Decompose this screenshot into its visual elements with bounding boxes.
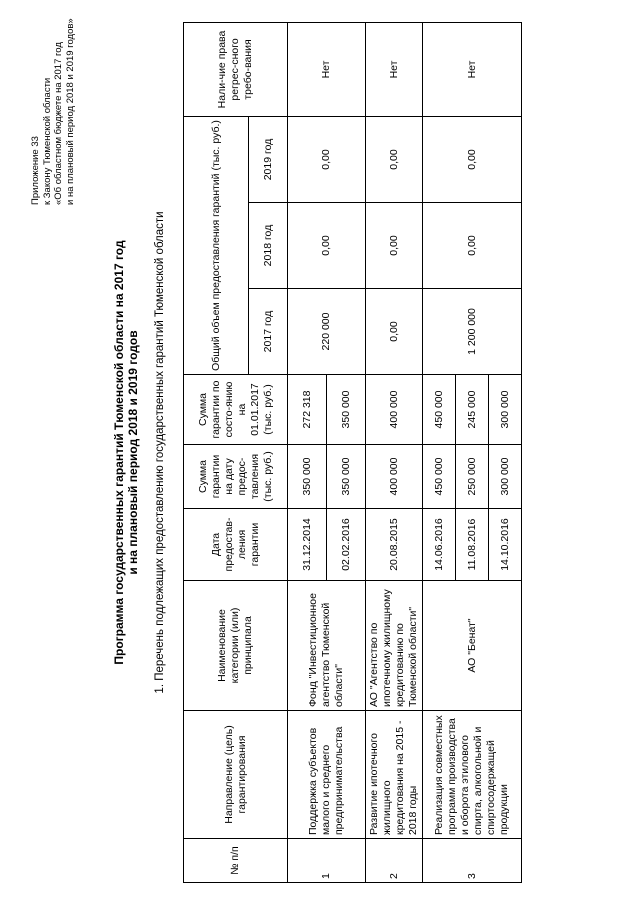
header-sum-state: Сумма гарантии по состо-янию на 01.01.2017 (тыс. руб.) xyxy=(184,375,288,445)
row-2019: 0,00 xyxy=(423,116,522,202)
row-category: АО "Бенат" xyxy=(423,581,522,711)
program-title xyxy=(112,0,140,905)
row-sum-state: 350 000 xyxy=(327,375,366,445)
appendix-line-2: к Закону Тюменской области xyxy=(41,77,53,205)
table-row xyxy=(366,22,423,882)
row-sum-date: 300 000 xyxy=(489,445,522,509)
row-num: 3 xyxy=(423,839,522,883)
row-date: 02.02.2016 xyxy=(327,509,366,581)
row-date: 14.06.2016 xyxy=(423,509,456,581)
row-category: Фонд "Инвестиционное агентство Тюменской области" xyxy=(288,581,366,711)
appendix-note xyxy=(30,5,76,205)
row-date: 31.12.2014 xyxy=(288,509,327,581)
row-date: 20.08.2015 xyxy=(366,509,423,581)
row-2018: 0,00 xyxy=(366,203,423,289)
program-title-line-2: и на плановый период 2018 и 2019 годов xyxy=(126,330,140,575)
header-2018: 2018 год xyxy=(249,203,288,289)
row-date: 11.08.2016 xyxy=(456,509,489,581)
row-direction: Реализация совместных программ производства и оборота этилового спирта, алкогольной и спиртосодержащей продукции xyxy=(423,711,522,839)
header-num: № п/п xyxy=(184,839,288,883)
header-2019: 2019 год xyxy=(249,116,288,202)
header-direction: Направление (цель) гарантирования xyxy=(184,711,288,839)
row-sum-state: 300 000 xyxy=(489,375,522,445)
row-2019: 0,00 xyxy=(366,116,423,202)
header-category: Наименование категории (или) принципала xyxy=(184,581,288,711)
row-sum-state: 450 000 xyxy=(423,375,456,445)
row-num: 1 xyxy=(288,839,366,883)
row-sum-date: 350 000 xyxy=(327,445,366,509)
row-2018: 0,00 xyxy=(288,203,366,289)
header-2017: 2017 год xyxy=(249,289,288,375)
row-2017: 1 200 000 xyxy=(423,289,522,375)
appendix-line-1: Приложение 33 xyxy=(30,136,41,205)
appendix-line-3: «Об областном бюджете на 2017 год xyxy=(53,42,64,205)
header-date: Дата предостав-ления гарантии xyxy=(184,509,288,581)
row-sum-state: 400 000 xyxy=(366,375,423,445)
row-category: АО "Агентство по ипотечному жилищному кредитованию по Тюменской области" xyxy=(366,581,423,711)
row-sum-state: 272 318 xyxy=(288,375,327,445)
row-regress: Нет xyxy=(423,22,522,116)
row-sum-date: 450 000 xyxy=(423,445,456,509)
appendix-line-4: и на плановый период 2018 и 2019 годов» xyxy=(64,18,76,205)
header-sum-date: Сумма гарантии на дату предос-тавления (тыс. руб.) xyxy=(184,445,288,509)
row-2017: 0,00 xyxy=(366,289,423,375)
row-2018: 0,00 xyxy=(423,203,522,289)
row-sum-date: 350 000 xyxy=(288,445,327,509)
row-sum-date: 250 000 xyxy=(456,445,489,509)
row-date: 14.10.2016 xyxy=(489,509,522,581)
row-sum-date: 400 000 xyxy=(366,445,423,509)
row-regress: Нет xyxy=(366,22,423,116)
row-direction: Развитие ипотечного жилищного кредитования на 2015 - 2018 годы xyxy=(366,711,423,839)
section-subtitle: 1. Перечень подлежащих предоставлению государственных гарантий Тюменской области xyxy=(154,211,166,694)
row-num: 2 xyxy=(366,839,423,883)
header-regress: Нали-чие права регрес-сного требо-вания xyxy=(184,22,288,116)
row-2017: 220 000 xyxy=(288,289,366,375)
table-row xyxy=(423,22,456,882)
table-row xyxy=(288,22,327,882)
guarantees-table xyxy=(183,22,522,883)
header-total: Общий объем предоставления гарантий (тыс. руб.) xyxy=(184,116,249,374)
program-title-line-1: Программа государственных гарантий Тюменской области на 2017 год xyxy=(112,240,126,665)
row-sum-state: 245 000 xyxy=(456,375,489,445)
row-direction: Поддержка субъектов малого и среднего предпринимательства xyxy=(288,711,366,839)
row-2019: 0,00 xyxy=(288,116,366,202)
row-regress: Нет xyxy=(288,22,366,116)
